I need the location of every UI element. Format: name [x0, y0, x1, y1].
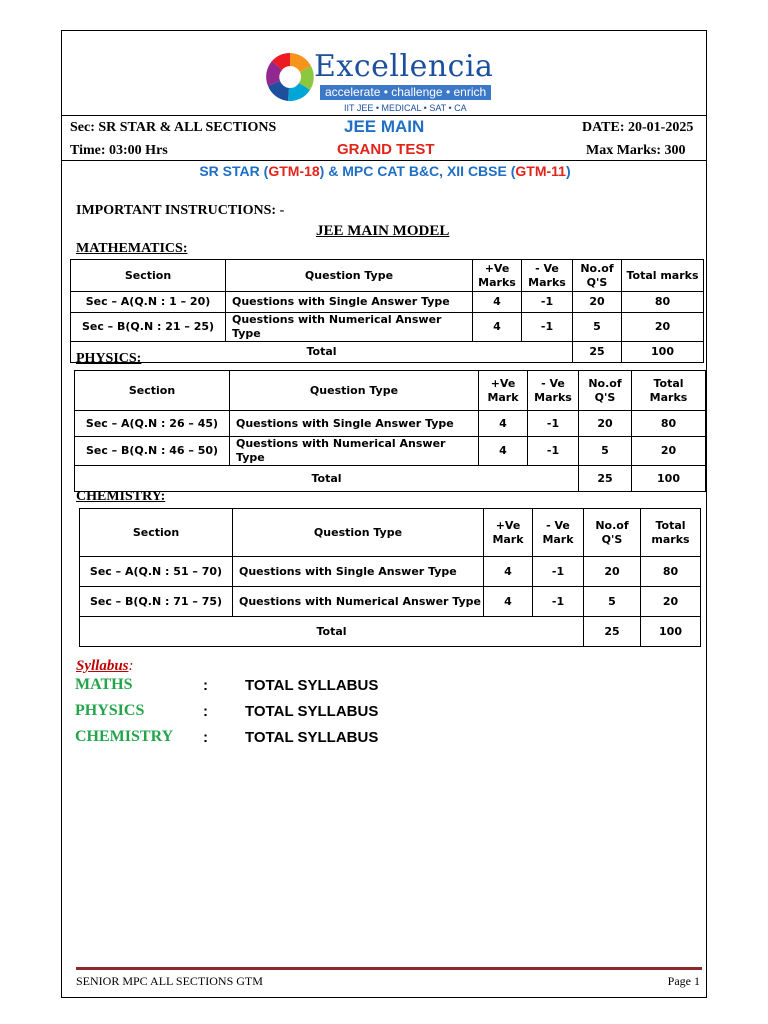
- cell-positive-marks: 4: [479, 411, 528, 437]
- cell-section: Sec – A(Q.N : 1 – 20): [71, 292, 226, 313]
- table-header-row: [71, 260, 704, 292]
- total-questions: 25: [584, 617, 641, 647]
- footer-left: SENIOR MPC ALL SECTIONS GTM: [76, 974, 263, 988]
- total-questions: 25: [579, 466, 632, 492]
- col-total-marks: Total marks: [622, 260, 704, 292]
- mathematics-heading: MATHEMATICS:: [76, 241, 188, 256]
- col-total-marks: Total Marks: [632, 371, 706, 411]
- syllabus-title-text: Syllabus: [76, 658, 129, 674]
- physics-heading: PHYSICS:: [76, 351, 142, 366]
- col-no-of-questions: No.of Q'S: [584, 509, 641, 557]
- subtitle-part-1: SR STAR (: [199, 163, 269, 179]
- table-row: [80, 557, 701, 587]
- header-date: DATE: 20-01-2025: [582, 120, 694, 135]
- cell-positive-marks: 4: [484, 587, 533, 617]
- header-time: Time: 03:00 Hrs: [70, 143, 168, 158]
- table-row: [71, 313, 704, 342]
- syllabus-row: [75, 676, 675, 698]
- col-negative-marks: - Ve Marks: [528, 371, 579, 411]
- syllabus-value: TOTAL SYLLABUS: [245, 703, 379, 720]
- cell-positive-marks: 4: [473, 292, 522, 313]
- col-question-type: Question Type: [226, 260, 473, 292]
- cell-section: Sec – B(Q.N : 21 – 25): [71, 313, 226, 342]
- logo-subtitle: IIT JEE • MEDICAL • SAT • CA: [344, 103, 467, 113]
- total-label: Total: [71, 342, 573, 363]
- total-questions: 25: [573, 342, 622, 363]
- cell-total-marks: 80: [622, 292, 704, 313]
- model-title: JEE MAIN MODEL: [316, 223, 450, 239]
- header-exam: JEE MAIN: [344, 117, 425, 136]
- cell-section: Sec – A(Q.N : 51 – 70): [80, 557, 233, 587]
- cell-no-of-questions: 5: [584, 587, 641, 617]
- cell-negative-marks: -1: [528, 437, 579, 466]
- cell-no-of-questions: 20: [579, 411, 632, 437]
- table-header-row: [75, 371, 706, 411]
- cell-positive-marks: 4: [484, 557, 533, 587]
- syllabus-subject: CHEMISTRY: [75, 728, 174, 745]
- col-section: Section: [80, 509, 233, 557]
- table-total-row: [71, 342, 704, 363]
- syllabus-subject: MATHS: [75, 676, 133, 693]
- cell-question-type: Questions with Single Answer Type: [226, 292, 473, 313]
- col-section: Section: [71, 260, 226, 292]
- syllabus-colon: :: [203, 703, 208, 720]
- col-question-type: Question Type: [233, 509, 484, 557]
- syllabus-colon: :: [128, 658, 134, 674]
- cell-negative-marks: -1: [533, 557, 584, 587]
- header-test: GRAND TEST: [337, 141, 435, 158]
- cell-question-type: Questions with Numerical Answer Type: [226, 313, 473, 342]
- footer-page-number: Page 1: [667, 974, 700, 988]
- col-question-type: Question Type: [230, 371, 479, 411]
- cell-total-marks: 80: [632, 411, 706, 437]
- header-sec: Sec: SR STAR & ALL SECTIONS: [70, 120, 277, 135]
- table-total-row: [80, 617, 701, 647]
- table-total-row: [75, 466, 706, 492]
- chemistry-heading: CHEMISTRY:: [76, 489, 166, 504]
- syllabus-value: TOTAL SYLLABUS: [245, 729, 379, 746]
- cell-no-of-questions: 5: [573, 313, 622, 342]
- total-label: Total: [80, 617, 584, 647]
- cell-question-type: Questions with Numerical Answer Type: [230, 437, 479, 466]
- col-no-of-questions: No.of Q'S: [573, 260, 622, 292]
- cell-total-marks: 80: [641, 557, 701, 587]
- cell-section: Sec – A(Q.N : 26 – 45): [75, 411, 230, 437]
- syllabus-title: [76, 658, 134, 675]
- table-header-row: [80, 509, 701, 557]
- header-top-rule: [62, 115, 706, 116]
- instructions-title: IMPORTANT INSTRUCTIONS: -: [76, 203, 285, 218]
- total-label: Total: [75, 466, 579, 492]
- physics-table: [74, 370, 706, 492]
- cell-negative-marks: -1: [528, 411, 579, 437]
- cell-section: Sec – B(Q.N : 46 – 50): [75, 437, 230, 466]
- total-marks: 100: [632, 466, 706, 492]
- table-row: [75, 411, 706, 437]
- footer-rule: [76, 967, 702, 970]
- cell-positive-marks: 4: [473, 313, 522, 342]
- col-negative-marks: - Ve Marks: [522, 260, 573, 292]
- cell-no-of-questions: 20: [584, 557, 641, 587]
- syllabus-colon: :: [203, 677, 208, 694]
- logo-name: Excellencia: [314, 49, 494, 84]
- cell-question-type: Questions with Numerical Answer Type: [233, 587, 484, 617]
- col-positive-marks: +Ve Mark: [484, 509, 533, 557]
- syllabus-value: TOTAL SYLLABUS: [245, 677, 379, 694]
- cell-section: Sec – B(Q.N : 71 – 75): [80, 587, 233, 617]
- subtitle-part-2: ) & MPC CAT B&C, XII CBSE (: [319, 163, 516, 179]
- cell-positive-marks: 4: [479, 437, 528, 466]
- mathematics-table: [70, 259, 704, 363]
- cell-no-of-questions: 5: [579, 437, 632, 466]
- total-marks: 100: [622, 342, 704, 363]
- cell-negative-marks: -1: [522, 313, 573, 342]
- logo-swirl-icon: [262, 49, 318, 105]
- total-marks: 100: [641, 617, 701, 647]
- logo: [262, 43, 522, 115]
- cell-total-marks: 20: [622, 313, 704, 342]
- col-no-of-questions: No.of Q'S: [579, 371, 632, 411]
- syllabus-row: [75, 728, 675, 750]
- col-negative-marks: - Ve Mark: [533, 509, 584, 557]
- cell-question-type: Questions with Single Answer Type: [233, 557, 484, 587]
- cell-total-marks: 20: [632, 437, 706, 466]
- syllabus-subject: PHYSICS: [75, 702, 145, 719]
- col-total-marks: Total marks: [641, 509, 701, 557]
- cell-no-of-questions: 20: [573, 292, 622, 313]
- table-row: [80, 587, 701, 617]
- col-section: Section: [75, 371, 230, 411]
- col-positive-marks: +Ve Mark: [479, 371, 528, 411]
- subtitle-gtm-1: GTM-18: [268, 163, 320, 179]
- document-page: [61, 30, 707, 998]
- header-subtitle: [62, 163, 708, 179]
- header-max-marks: Max Marks: 300: [586, 143, 686, 158]
- header-bottom-rule: [62, 160, 706, 161]
- subtitle-gtm-2: GTM-11: [515, 163, 566, 179]
- table-row: [75, 437, 706, 466]
- cell-negative-marks: -1: [533, 587, 584, 617]
- table-row: [71, 292, 704, 313]
- chemistry-table: [79, 508, 701, 647]
- subtitle-part-3: ): [565, 163, 571, 179]
- cell-question-type: Questions with Single Answer Type: [230, 411, 479, 437]
- syllabus-colon: :: [203, 729, 208, 746]
- cell-total-marks: 20: [641, 587, 701, 617]
- col-positive-marks: +Ve Marks: [473, 260, 522, 292]
- syllabus-row: [75, 702, 675, 724]
- cell-negative-marks: -1: [522, 292, 573, 313]
- logo-tagline: accelerate • challenge • enrich: [320, 85, 491, 100]
